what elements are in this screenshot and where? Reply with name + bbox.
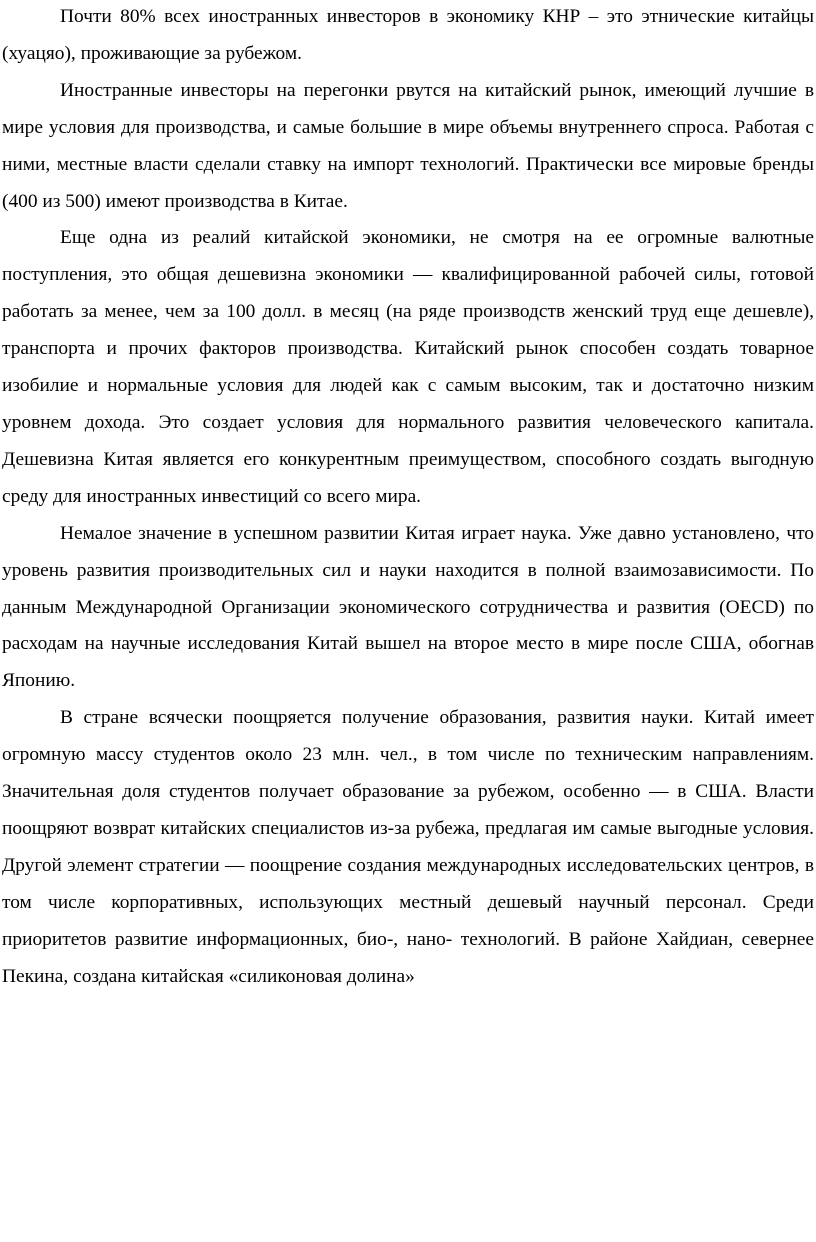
paragraph-cheap-economy: Еще одна из реалий китайской экономики, не смотря на ее огромные валютные поступления, это общая дешевизна экономики — квалифицированной рабочей силы, готовой работать за менее, чем за 100 долл. в месяц (на ряде производств женский труд еще дешевле), транспорта и прочих факторов производства. Китайский рынок способен создать товарное изобилие и нормальные условия для людей как с самым высоким, так и достаточно низким уровнем дохода. Это создает условия для нормального развития человеческого капитала. Дешевизна Китая является его конкурентным преимуществом, способного создать выгодную среду для иностранных инвестиций со всего мира. (2, 227, 814, 507)
paragraph-science: Немалое значение в успешном развитии Китая играет наука. Уже давно установлено, что уровень развития производительных сил и науки находится в полной взаимозависимости. По данным Международной Организации экономического сотрудничества и развития (OECD) по расходам на научные исследования Китай вышел на второе место в мире после США, обогнав Японию. (2, 522, 814, 692)
paragraph-market-technologies: Иностранные инвесторы на перегонки рвутся на китайский рынок, имеющий лучшие в мире условия для производства, и самые большие в мире объемы внутреннего спроса. Работая с ними, местные власти сделали ставку на импорт технологий. Практически все мировые бренды (400 из 500) имеют производства в Китае. (2, 79, 814, 212)
paragraph-foreign-investors: Почти 80% всех иностранных инвесторов в экономику КНР – это этнические китайцы (хуацяо), проживающие за рубежом. (2, 6, 814, 64)
paragraph-education: В стране всячески поощряется получение образования, развития науки. Китай имеет огромную массу студентов около 23 млн. чел., в том числе по техническим направлениям. Значительная доля студентов получает образование за рубежом, особенно — в США. Власти поощряют возврат китайских специалистов из-за рубежа, предлагая им самые выгодные условия. Другой элемент стратегии — поощрение создания международных исследовательских центров, в том числе корпоративных, использующих местный дешевый научный персонал. Среди приоритетов развитие информационных, био-, нано- технологий. В районе Хайдиан, севернее Пекина, создана китайская «силиконовая долина» (2, 707, 814, 987)
